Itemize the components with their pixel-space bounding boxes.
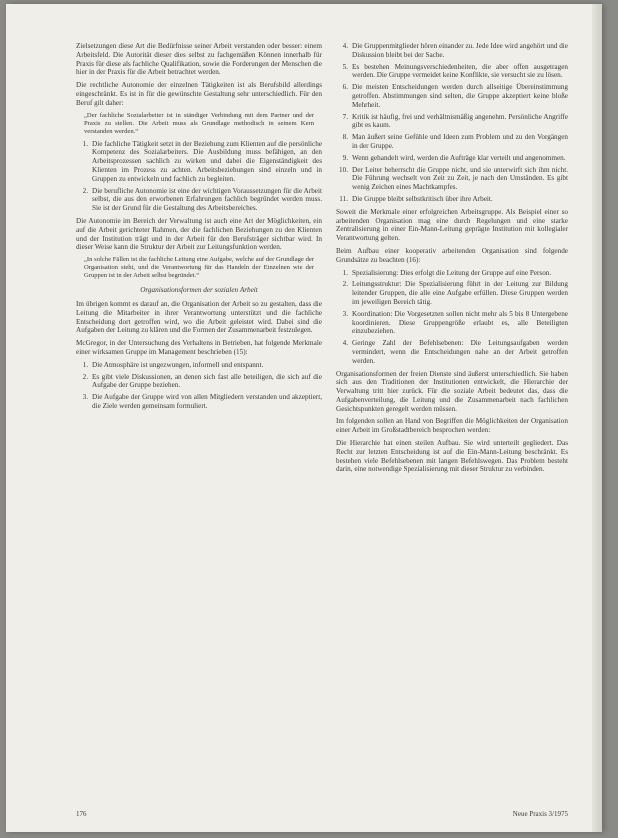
paragraph: Die Autonomie im Bereich der Verwaltung ist auch eine Art der Möglichkeiten, ein auf die Arbeit gerichteter Rahmen, der die fachlichen Beziehungen zu den Klienten und der Institution trägt und in der Arbeit für den Berufsträger sichtbar wird. In dieser Weise kann die Struktur der Arbeit zur Leitungsfunktion werden. xyxy=(76,216,322,252)
list-text: Der Leiter beherrscht die Gruppe nicht, und sie unterwirft sich ihm nicht. Die Führung wechselt von Zeit zu Zeit, je nach den Umständen. Es gibt wenig Zeichen eines Machtkampfes. xyxy=(352,165,568,192)
list-item xyxy=(336,63,568,81)
list-item xyxy=(336,166,568,192)
list-item xyxy=(76,187,322,213)
list-number: 2. xyxy=(82,186,88,195)
list-number: 3. xyxy=(82,393,88,402)
list-text: Es gibt viele Diskussionen, an denen sich fast alle beteiligen, die sich auf die Aufgabe der Gruppe beziehen. xyxy=(92,372,322,390)
list-text: Die berufliche Autonomie ist eine der wichtigen Voraussetzungen für die Arbeit selbst, die aus den erworbenen Erfahrungen fachlich begründet werden muss. Sie ist der Grund für die Gestaltung des Arbeitsbereiches. xyxy=(92,186,322,213)
list-number: 8. xyxy=(342,133,348,142)
list-number: 5. xyxy=(342,62,348,71)
list-item xyxy=(336,269,568,278)
page-number: 176 xyxy=(76,810,87,818)
list-item xyxy=(336,195,568,204)
list-text: Kritik ist häufig, frei und verhältnismäßig angenehm. Persönliche Angriffe gibt es kaum. xyxy=(352,112,568,130)
list-item xyxy=(76,373,322,391)
paragraph: Organisationsformen der freien Dienste sind äußerst unterschiedlich. Sie haben sich aus den Traditionen der Institutionen entwickelt, die Hierarchie der Verwaltung tritt hier zurück. Für die soziale Arbeit bedeutet das, dass die Aufgabenverteilung, die Leitung und die Zusammenarbeit nach fachlichen Gesichtspunkten geregelt werden müssen. xyxy=(336,369,568,413)
page-spine-shadow xyxy=(592,4,602,832)
list-number: 1. xyxy=(342,268,348,277)
journal-source: Neue Praxis 3/1975 xyxy=(512,810,568,818)
document-page xyxy=(6,4,602,832)
block-quote: „Der fachliche Sozialarbeiter ist in ständiger Verbindung mit dem Partner und der Praxis zu stellen. Die Arbeit muss als Grundlage methodisch in seinem Kern verstanden werden.“ xyxy=(84,111,314,135)
list-item xyxy=(336,310,568,336)
list-item xyxy=(76,361,322,370)
list-text: Spezialisierung: Dies erfolgt die Leitung der Gruppe auf eine Person. xyxy=(352,268,552,277)
list-text: Die Atmosphäre ist ungezwungen, informell und entspannt. xyxy=(92,360,264,369)
list-number: 2. xyxy=(82,372,88,381)
list-item xyxy=(336,113,568,131)
section-heading: Organisationsformen der sozialen Arbeit xyxy=(140,286,258,295)
numbered-list xyxy=(336,42,568,204)
list-number: 1. xyxy=(82,360,88,369)
list-number: 3. xyxy=(342,309,348,318)
list-item xyxy=(336,280,568,306)
list-item xyxy=(336,154,568,163)
list-number: 6. xyxy=(342,83,348,92)
list-text: Geringe Zahl der Befehlsebenen: Die Leitungsaufgaben werden vermindert, wenn die Entscheidungen nahe an der Arbeit getroffen werden. xyxy=(352,339,568,365)
numbered-list xyxy=(336,269,568,366)
list-number: 7. xyxy=(342,112,348,121)
right-column xyxy=(336,42,568,478)
block-quote: „In solche Fällen ist die fachliche Leitung eine Aufgabe, welche auf der Grundlage der Organisation steht, und die Verantwortung für das Handeln der Einzelnen wie der Gruppen ist in der Arbeit selbst begründet.“ xyxy=(84,256,314,280)
numbered-list xyxy=(76,361,322,411)
list-text: Die fachliche Tätigkeit setzt in der Beziehung zum Klienten auf die persönliche Kompetenz des Sozialarbeiters. Die Ausbildung muss befähigen, an den Arbeitsprozessen sachlich zu wirken und dabei die Eigenständigkeit des Klienten im Prozess zu achten. Arbeitsbeziehungen sind einzeln und in Gruppen zu entwickeln und fachlich zu begleiten. xyxy=(92,139,322,183)
paragraph: Beim Aufbau einer kooperativ arbeitenden Organisation sind folgende Grundsätze zu beachten (16): xyxy=(336,246,568,264)
list-number: 10. xyxy=(339,165,348,174)
list-item xyxy=(76,393,322,411)
list-item xyxy=(76,140,322,184)
list-number: 11. xyxy=(339,194,348,203)
list-text: Wenn gehandelt wird, werden die Aufträge klar verteilt und angenommen. xyxy=(352,153,566,162)
list-text: Es bestehen Meinungsverschiedenheiten, die aber offen ausgetragen werden. Die Gruppe vermeidet keine Konflikte, sie versucht sie zu lösen. xyxy=(352,62,568,80)
paragraph: Die Hierarchie hat einen steilen Aufbau. Sie wird unterteilt gegliedert. Das Recht zur letzten Entscheidung ist auf die Ein-Mann-Leitung beschränkt. Es bestehen viele Befehlsebenen mit langen Befehlswegen. Das Problem besteht darin, eine notwendige Spezialisierung mit dieser Struktur zu verbinden. xyxy=(336,439,568,474)
list-text: Die Gruppe bleibt selbstkritisch über ihre Arbeit. xyxy=(352,194,493,203)
numbered-list xyxy=(76,140,322,213)
list-number: 4. xyxy=(342,42,348,50)
list-number: 9. xyxy=(342,153,348,162)
paragraph: Soweit die Merkmale einer erfolgreichen Arbeitsgruppe. Als Beispiel einer so arbeitenden Organisation mag eine durch Regelungen und eine starke Zentralisierung in einer Ein-Mann-Leitung geprägte Institution mit kollegialer Verantwortung gelten. xyxy=(336,207,568,243)
list-item xyxy=(336,339,568,365)
list-text: Die Aufgabe der Gruppe wird von allen Mitgliedern verstanden und akzeptiert, die Ziele werden gemeinsam formuliert. xyxy=(92,393,322,410)
list-text: Man äußert seine Gefühle und Ideen zum Problem und zu den Vorgängen in der Gruppe. xyxy=(352,133,568,150)
list-text: Die meisten Entscheidungen werden durch allseitige Übereinstimmung getroffen. Abstimmungen sind selten, die Gruppe akzeptiert keine bloße Mehrheit. xyxy=(352,83,568,109)
list-number: 4. xyxy=(342,339,348,348)
list-number: 2. xyxy=(342,280,348,289)
list-item xyxy=(336,83,568,109)
list-text: Die Gruppenmitglieder hören einander zu. Jede Idee wird angehört und die Diskussion bleibt bei der Sache. xyxy=(352,42,568,59)
list-text: Leitungsstruktur: Die Spezialisierung führt in der Leitung zur Bildung leitender Gruppen, die alle eine Aufgabe erfüllen. Diese Gruppen werden im jeweiligen Bereich tätig. xyxy=(352,280,568,306)
list-item xyxy=(336,133,568,151)
list-text: Koordination: Die Vorgesetzten sollen nicht mehr als 5 bis 8 Untergebene koordinieren. Diese Gruppengröße erlaubt es, alle Beteiligten einzubeziehen. xyxy=(352,309,568,336)
list-number: 1. xyxy=(82,139,88,148)
paragraph: Im übrigen kommt es darauf an, die Organisation der Arbeit so zu gestalten, dass die Leitung die Mitarbeiter in ihrer Verantwortung unterstützt und die fachliche Entscheidung dort getroffen wird, wo die Arbeit geleistet wird. Dabei sind die Aufgaben der Leitung zu klären und die Formen der Zusammenarbeit festzulegen. xyxy=(76,299,322,335)
list-item xyxy=(336,42,568,60)
paragraph: Zielsetzungen diese Art die Bedürfnisse seiner Arbeit verstanden oder besser: einem Arbeitsfeld. Die Autorität dieser dies selbst zu fachgemäßen Können innerhalb für Praxis für diese als fachliche Qualifikation, sowie die Forderungen der Menschen die hier in der Praxis für die Arbeit betrachtet werden. xyxy=(76,42,322,77)
paragraph: McGregor, in der Untersuchung des Verhaltens in Betrieben, hat folgende Merkmale einer wirksamen Gruppe im Management beschrieben (15): xyxy=(76,339,322,356)
paragraph: Die rechtliche Autonomie der einzelnen Tätigkeiten ist als Berufsbild allerdings eingeschränkt. Es ist in für die gewünschte Gestaltung sehr unterschiedlich. Für den Beruf gilt daher: xyxy=(76,81,322,107)
paragraph: Im folgenden sollen an Hand von Begriffen die Möglichkeiten der Organisation einer Arbeit im Großstadtbereich besprochen werden: xyxy=(336,417,568,435)
left-column xyxy=(76,42,322,415)
